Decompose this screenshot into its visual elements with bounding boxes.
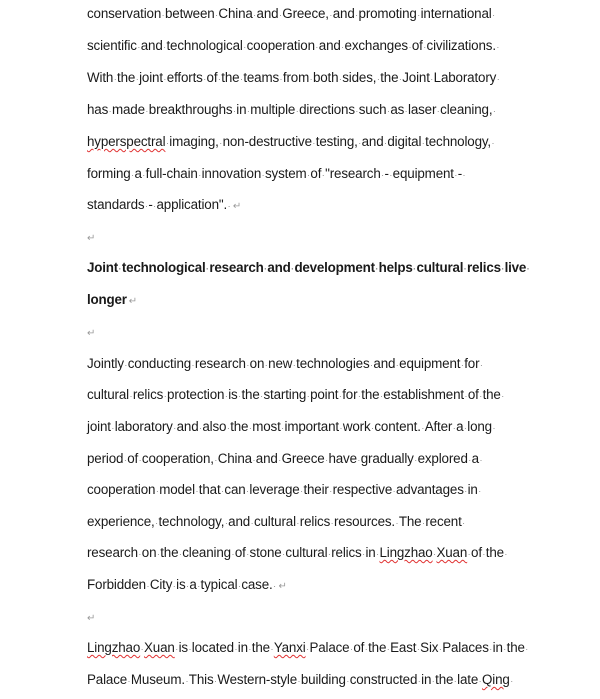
text-line[interactable]: [87, 543, 508, 563]
space-mark-icon: ·: [219, 138, 223, 148]
text-run: standards·-·application".·: [87, 197, 231, 212]
spelling-error-word[interactable]: Lingzhao: [379, 545, 433, 560]
spelling-error-word[interactable]: Qing: [482, 672, 510, 687]
paragraph-mark-icon: ↵: [278, 581, 287, 592]
space-mark-icon: ·: [217, 74, 221, 84]
space-mark-icon: ·: [227, 201, 231, 211]
paragraph-mark-icon: ↵: [232, 201, 242, 212]
paragraph-mark-icon: ↵: [87, 328, 96, 339]
space-mark-icon: ·: [250, 518, 254, 528]
space-mark-icon: ·: [431, 676, 435, 686]
space-mark-icon: ·: [306, 391, 310, 401]
text-line[interactable]: [87, 670, 514, 690]
space-mark-icon: ·: [253, 10, 257, 20]
space-mark-icon: ·: [238, 391, 241, 401]
space-mark-icon: ·: [165, 138, 169, 148]
paragraph-mark-icon: ↵: [87, 233, 96, 244]
space-mark-icon: ·: [417, 10, 421, 20]
space-mark-icon: ·: [371, 423, 374, 433]
space-mark-icon: ·: [163, 391, 167, 401]
space-mark-icon: ·: [492, 423, 496, 433]
text-run: longer: [87, 292, 127, 307]
space-mark-icon: ·: [282, 549, 285, 559]
space-mark-icon: ·: [496, 74, 500, 84]
space-mark-icon: ·: [479, 391, 483, 401]
space-mark-icon: ·: [423, 42, 427, 52]
heading-line[interactable]: Joint·technological·research·and·development·helps·cultural·relics·live·: [87, 260, 530, 275]
space-mark-icon: ·: [195, 486, 199, 496]
space-mark-icon: ·: [479, 455, 483, 465]
space-mark-icon: ·: [198, 170, 202, 180]
space-mark-icon: ·: [395, 360, 399, 370]
space-mark-icon: ·: [172, 581, 176, 591]
space-mark-icon: ·: [197, 581, 201, 591]
space-mark-icon: ·: [309, 74, 313, 84]
text-line[interactable]: forming·a·full-chain·innovation·system·of·"research·-·equipment·-·: [87, 166, 466, 181]
space-mark-icon: ·: [464, 391, 468, 401]
space-mark-icon: ·: [510, 676, 514, 686]
space-mark-icon: ·: [278, 455, 282, 465]
text-line[interactable]: has·made·breakthroughs·in·multiple·directions·such·as·laser·cleaning,·: [87, 102, 496, 117]
text-run: research·on·the·cleaning·of·stone·cultural·relics·in·: [87, 545, 379, 560]
space-mark-icon: ·: [163, 74, 167, 84]
space-mark-icon: ·: [214, 676, 217, 686]
space-mark-icon: ·: [306, 644, 309, 654]
space-mark-icon: ·: [292, 360, 296, 370]
text-line[interactable]: period·of·cooperation,·China·and·Greece·have·gradually·explored·a·: [87, 451, 483, 466]
paragraph-mark-icon: ↵: [128, 296, 137, 307]
space-mark-icon: ·: [501, 264, 505, 274]
space-mark-icon: ·: [135, 74, 139, 84]
text-line[interactable]: experience,·technology,·and·cultural·relics·resources.·The·recent·: [87, 514, 466, 529]
spelling-error-word[interactable]: Yanxi: [273, 640, 306, 655]
space-mark-icon: ·: [329, 10, 333, 20]
space-mark-icon: ·: [329, 486, 333, 496]
text-run: ·Palace·of·the·East·Six·Palaces·in·the·: [306, 640, 529, 655]
space-mark-icon: ·: [496, 42, 500, 52]
space-mark-icon: ·: [417, 676, 421, 686]
space-mark-icon: ·: [291, 264, 294, 274]
space-mark-icon: ·: [214, 455, 218, 465]
text-line[interactable]: cooperation·model·that·can·leverage·their·respective·advantages·in·: [87, 482, 482, 497]
space-mark-icon: ·: [357, 455, 361, 465]
text-line[interactable]: cultural·relics·protection·is·the·starting·point·for·the·establishment·of·the·: [87, 387, 505, 402]
space-mark-icon: ·: [281, 423, 284, 433]
text-line[interactable]: [87, 575, 287, 595]
text-line[interactable]: [87, 132, 495, 152]
space-mark-icon: ·: [421, 423, 425, 433]
space-mark-icon: ·: [468, 455, 472, 465]
space-mark-icon: ·: [155, 486, 159, 496]
space-mark-icon: ·: [357, 391, 361, 401]
space-mark-icon: ·: [111, 423, 115, 433]
space-mark-icon: ·: [526, 264, 530, 274]
space-mark-icon: ·: [325, 455, 328, 465]
space-mark-icon: ·: [270, 644, 274, 654]
space-mark-icon: ·: [273, 581, 276, 591]
text-run: ·is·located·in·the·: [175, 640, 274, 655]
text-line[interactable]: conservation·between·China·and·Greece,·and·promoting·international·: [87, 6, 495, 21]
space-mark-icon: ·: [463, 264, 467, 274]
space-mark-icon: ·: [492, 106, 496, 116]
space-mark-icon: ·: [224, 518, 228, 528]
space-mark-icon: ·: [438, 644, 442, 654]
space-mark-icon: ·: [279, 74, 283, 84]
space-mark-icon: ·: [261, 170, 265, 180]
space-mark-icon: ·: [199, 423, 202, 433]
space-mark-icon: ·: [140, 644, 144, 654]
space-mark-icon: ·: [341, 42, 345, 52]
space-mark-icon: ·: [264, 264, 267, 274]
heading-line[interactable]: [87, 290, 137, 310]
space-mark-icon: ·: [186, 581, 189, 591]
empty-paragraph[interactable]: [87, 322, 95, 342]
space-mark-icon: ·: [144, 201, 148, 211]
space-mark-icon: ·: [246, 106, 250, 116]
empty-paragraph[interactable]: [87, 607, 95, 627]
space-mark-icon: ·: [386, 644, 390, 654]
space-mark-icon: ·: [501, 391, 505, 401]
space-mark-icon: ·: [127, 676, 131, 686]
space-mark-icon: ·: [462, 170, 466, 180]
space-mark-icon: ·: [330, 518, 334, 528]
space-mark-icon: ·: [178, 549, 182, 559]
space-mark-icon: ·: [525, 644, 529, 654]
space-mark-icon: ·: [226, 423, 230, 433]
space-mark-icon: ·: [491, 138, 495, 148]
space-mark-icon: ·: [155, 518, 158, 528]
space-mark-icon: ·: [436, 106, 440, 116]
space-mark-icon: ·: [145, 106, 149, 116]
space-mark-icon: ·: [246, 549, 250, 559]
space-mark-icon: ·: [129, 391, 133, 401]
space-mark-icon: ·: [370, 360, 373, 370]
space-mark-icon: ·: [376, 549, 379, 559]
space-mark-icon: ·: [185, 676, 189, 686]
space-mark-icon: ·: [392, 486, 396, 496]
space-mark-icon: ·: [346, 676, 350, 686]
space-mark-icon: ·: [398, 74, 402, 84]
space-mark-icon: ·: [307, 170, 310, 180]
space-mark-icon: ·: [252, 455, 256, 465]
space-mark-icon: ·: [297, 676, 301, 686]
space-mark-icon: ·: [260, 391, 263, 401]
space-mark-icon: ·: [203, 74, 207, 84]
space-mark-icon: ·: [321, 170, 325, 180]
space-mark-icon: ·: [206, 264, 209, 274]
space-mark-icon: ·: [452, 423, 456, 433]
space-mark-icon: ·: [232, 106, 236, 116]
space-mark-icon: ·: [221, 486, 224, 496]
space-mark-icon: ·: [138, 455, 142, 465]
space-mark-icon: ·: [482, 549, 486, 559]
text-line[interactable]: With·the·joint·efforts·of·the·teams·from·both·sides,·the·Joint·Laboratory·: [87, 70, 500, 85]
text-line[interactable]: [87, 195, 241, 215]
space-mark-icon: ·: [358, 138, 362, 148]
space-mark-icon: ·: [504, 549, 508, 559]
space-mark-icon: ·: [339, 423, 343, 433]
space-mark-icon: ·: [278, 10, 282, 20]
space-mark-icon: ·: [234, 644, 238, 654]
space-mark-icon: ·: [156, 549, 160, 559]
space-mark-icon: ·: [248, 423, 252, 433]
space-mark-icon: ·: [175, 644, 179, 654]
space-mark-icon: ·: [395, 518, 399, 528]
text-line[interactable]: scientific·and·technological·cooperation·and·exchanges·of·civilizations.·: [87, 38, 500, 53]
space-mark-icon: ·: [355, 106, 359, 116]
space-mark-icon: ·: [349, 644, 353, 654]
space-mark-icon: ·: [413, 264, 416, 274]
text-run: ·imaging,·non-destructive·testing,·and·digital·technology,·: [165, 134, 495, 149]
space-mark-icon: ·: [315, 42, 319, 52]
spelling-error-word[interactable]: hyperspectral: [87, 134, 166, 149]
space-mark-icon: ·: [173, 423, 177, 433]
space-mark-icon: ·: [404, 106, 408, 116]
space-mark-icon: ·: [416, 644, 420, 654]
text-run: [510, 672, 514, 687]
space-mark-icon: ·: [421, 518, 425, 528]
space-mark-icon: ·: [113, 74, 117, 84]
space-mark-icon: ·: [386, 106, 390, 116]
space-mark-icon: ·: [462, 518, 466, 528]
space-mark-icon: ·: [231, 549, 235, 559]
space-mark-icon: ·: [338, 74, 342, 84]
space-mark-icon: ·: [433, 549, 436, 559]
space-mark-icon: ·: [295, 106, 299, 116]
space-mark-icon: ·: [389, 170, 393, 180]
space-mark-icon: ·: [246, 486, 249, 496]
space-mark-icon: ·: [118, 264, 122, 274]
space-mark-icon: ·: [421, 138, 425, 148]
spelling-error-word[interactable]: Lingzhao: [87, 640, 141, 655]
space-mark-icon: ·: [264, 360, 268, 370]
space-mark-icon: ·: [142, 170, 146, 180]
space-mark-icon: ·: [300, 486, 303, 496]
space-mark-icon: ·: [224, 391, 228, 401]
space-mark-icon: ·: [503, 644, 507, 654]
space-mark-icon: ·: [243, 42, 247, 52]
space-mark-icon: ·: [430, 74, 434, 84]
empty-paragraph[interactable]: [87, 227, 95, 247]
space-mark-icon: ·: [375, 264, 379, 274]
space-mark-icon: ·: [138, 549, 142, 559]
text-line[interactable]: joint·laboratory·and·also·the·most·important·work·content.·After·a·long·: [87, 419, 496, 434]
text-run: Forbidden·City·is·a·typical·case.·: [87, 577, 276, 592]
space-mark-icon: ·: [460, 360, 464, 370]
text-run: Palace·Museum.·This·Western-style·building·constructed·in·the·late·: [87, 672, 482, 687]
space-mark-icon: ·: [124, 360, 128, 370]
space-mark-icon: ·: [478, 676, 482, 686]
space-mark-icon: ·: [338, 391, 342, 401]
space-mark-icon: ·: [123, 455, 127, 465]
space-mark-icon: ·: [131, 170, 134, 180]
document-page[interactable]: [87, 0, 530, 699]
space-mark-icon: ·: [384, 138, 387, 148]
space-mark-icon: ·: [414, 455, 418, 465]
space-mark-icon: ·: [454, 170, 458, 180]
space-mark-icon: ·: [237, 581, 241, 591]
spelling-error-word[interactable]: Xuan: [144, 640, 175, 655]
space-mark-icon: ·: [246, 360, 250, 370]
space-mark-icon: ·: [248, 644, 252, 654]
paragraph-mark-icon: ↵: [87, 613, 96, 624]
text-line[interactable]: [87, 638, 529, 658]
space-mark-icon: ·: [355, 10, 359, 20]
text-line[interactable]: Jointly·conducting·research·on·new·technologies·and·equipment·for·: [87, 356, 483, 371]
space-mark-icon: ·: [467, 549, 471, 559]
spelling-error-word[interactable]: Xuan: [436, 545, 468, 560]
space-mark-icon: ·: [362, 549, 365, 559]
space-mark-icon: ·: [379, 391, 383, 401]
space-mark-icon: ·: [376, 74, 380, 84]
space-mark-icon: ·: [312, 138, 316, 148]
space-mark-icon: ·: [108, 106, 112, 116]
space-mark-icon: ·: [163, 42, 166, 52]
space-mark-icon: ·: [463, 423, 467, 433]
space-mark-icon: ·: [215, 10, 218, 20]
space-mark-icon: ·: [239, 74, 243, 84]
space-mark-icon: ·: [188, 644, 192, 654]
space-mark-icon: ·: [381, 170, 384, 180]
space-mark-icon: ·: [191, 360, 195, 370]
space-mark-icon: ·: [327, 549, 331, 559]
space-mark-icon: ·: [137, 42, 141, 52]
space-mark-icon: ·: [453, 676, 457, 686]
space-mark-icon: ·: [408, 42, 412, 52]
space-mark-icon: ·: [161, 10, 165, 20]
text-run: ·of·the·: [467, 545, 508, 560]
space-mark-icon: ·: [478, 486, 482, 496]
space-mark-icon: ·: [492, 10, 495, 20]
space-mark-icon: ·: [489, 644, 493, 654]
space-mark-icon: ·: [479, 360, 483, 370]
space-mark-icon: ·: [146, 581, 150, 591]
space-mark-icon: ·: [153, 201, 156, 211]
space-mark-icon: ·: [464, 486, 468, 496]
space-mark-icon: ·: [296, 518, 300, 528]
space-mark-icon: ·: [364, 644, 368, 654]
